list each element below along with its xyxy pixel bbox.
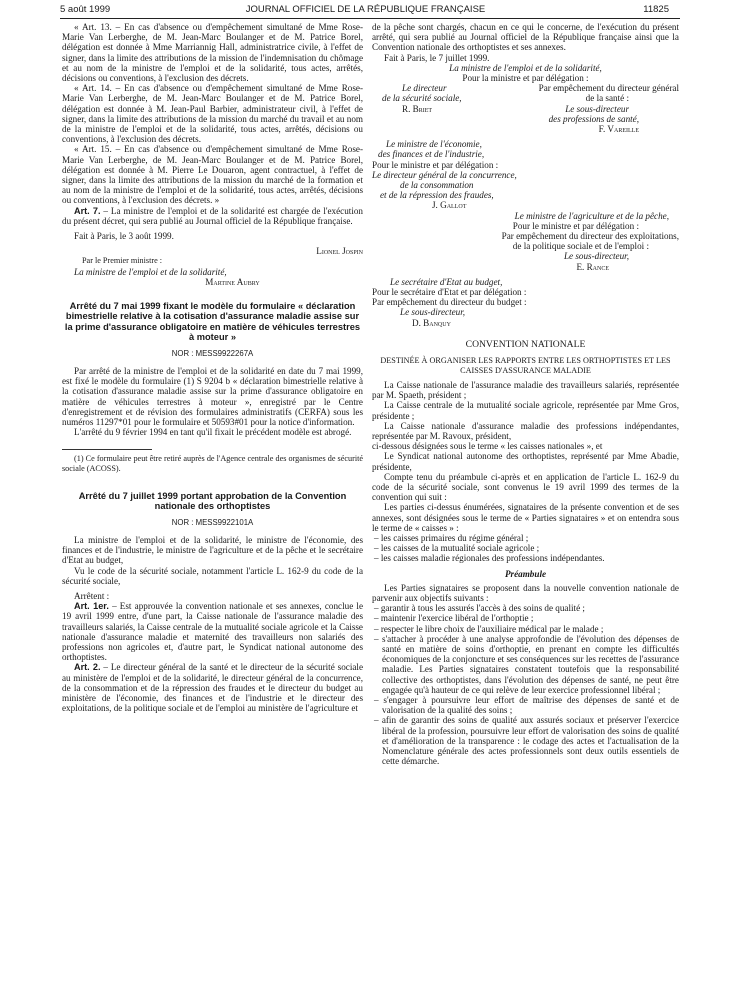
article-13: « Art. 13. – En cas d'absence ou d'empêchement simultané de Mme Rose-Marie Van Lerberghe, de M. Jean-Marc Boulanger et de M. Patrice Borel, délégation est donnée à Mme Marriannig Hall, administratrice civile, à l'effet de signer, dans la limite des attributions de la mission de l'indemnisation du chômage et au nom de la ministre de l'emploi et de la solidarité, tous actes, arrêtés, décisions ou conventions, à l'exclusion des décrets. (62, 22, 363, 84)
list-item: – afin de garantir des soins de qualité aux assurés sociaux et préserver l'exercice libéral de la profession, poursuivre leur effort de valorisation des soins de qualité et d'amélioration de la transparence : le codage des actes et l'actualisation de la Nomenclature générale des actes professionnels sont deux outils essentiels de cette démarche. (374, 715, 679, 767)
sig-de-la-sante: de la santé : (585, 93, 629, 104)
article-7-label: Art. 7. (74, 205, 101, 216)
header-page-number: 11825 (643, 4, 669, 15)
article-7 (62, 206, 363, 226)
article-1-label: Art. 1er. (74, 601, 109, 612)
sig-empechement-budget: Par empêchement du directeur du budget : (372, 297, 527, 308)
sig-vareille: F. Vareille (598, 124, 639, 135)
preambule-heading: Préambule (504, 568, 547, 579)
article-14: « Art. 14. – En cas d'absence ou d'empêchement simultané de Mme Rose-Marie Van Lerberghe, de M. Jean-Marc Boulanger et de M. Patrice Borel, délégation est donnée à M. Jean-Paul Barbier, administrateur civil, à l'effet de signer, dans la limite des attributions de la mission du marché du travail et au nom de la ministre de l'emploi et de la solidarité, tous actes, arrêtés, décisions ou conventions, à l'exclusion des décrets. (62, 83, 363, 145)
sig-par-delegation-budget: Pour le secrétaire d'Etat et par délégation : (372, 287, 527, 298)
fait-a-paris-1: Fait à Paris, le 3 août 1999. (74, 231, 174, 242)
fait-a-paris-2: Fait à Paris, le 7 juillet 1999. (384, 52, 490, 63)
arrete-formulaire-body: Par arrêté de la ministre de l'emploi et de la solidarité en date du 7 mai 1999, est fixé le modèle du formulaire (1) S 9204 b « déclaration bimestrielle relative à la cotisation d'assurance maladie assise sur la prime d'assurance obligatoire en matière de véhicules terrestres à moteur », enregistré par le Centre d'enregistrement et de révision des formulaires administratifs (CERFA) sous les numéros 11297*01 pour le formulaire et 50593#01 pour la notice d'information. (62, 365, 363, 427)
sig-briet: R. Briet (402, 103, 433, 114)
sig-par-delegation-agri: Pour le ministre et par délégation : (512, 220, 639, 231)
signature-par-premier-ministre: Par le Premier ministre : (82, 256, 163, 266)
convention-compte-tenu: Compte tenu du préambule ci-après et en application de l'article L. 162-9 du code de la sécurité sociale, sont convenus le 19 avril 1999 des termes de la convention qui suit : (372, 471, 679, 503)
sig-sous-directeur: Le sous-directeur (565, 103, 629, 114)
sig-professions-sante: des professions de santé, (548, 113, 639, 124)
sig-dgccrf-3: et de la répression des fraudes, (380, 190, 494, 201)
convention-party-canam: La Caisse nationale d'assurance maladie des professions indépendantes, représentée par M. Ravoux, président, (372, 420, 679, 441)
list-item: – respecter le libre choix de l'auxiliaire médical par le malade ; (374, 623, 604, 634)
article-2-text: – Le directeur général de la santé et le directeur de la sécurité sociale au ministère de l'emploi et de la solidarité, le directeur général de la concurrence, de la consommation et de la répression des fraudes et le directeur du budget au ministère de l'économie, des finances et de l'industrie et le directeur des exploitations, de la politique sociale et de l'emploi au ministère de l'agriculture et (62, 662, 363, 714)
arrete-title-convention: Arrêté du 7 juillet 1999 portant approbation de la Convention nationale des orthoptistes (78, 490, 347, 512)
footnote: (1) Ce formulaire peut être retiré auprès de l'Agence centrale des organismes de sécurité sociale (ACOSS). (62, 454, 363, 473)
preambule-intro: Les Parties signataires se proposent dans la nouvelle convention nationale de parvenir aux objectifs suivants : (372, 582, 679, 603)
article-2 (62, 662, 363, 713)
header-date: 5 août 1999 (60, 4, 111, 15)
objectifs-list (372, 603, 679, 766)
sig-ministre-emploi: La ministre de l'emploi et de la solidarité, (449, 62, 602, 73)
arrete-convention-visa-2: Vu le code de la sécurité sociale, notamment l'article L. 162-9 du code de la sécurité sociale, (62, 565, 363, 586)
sig-finances-industrie: des finances et de l'industrie, (378, 149, 485, 160)
sig-securite-sociale: de la sécurité sociale, (382, 93, 462, 104)
convention-parties: Les parties ci-dessus énumérées, signataires de la présente convention et de ses annexes, sont désignées sous le terme de « Parties signataires » et on entendra sous le terme de « caisses » : (372, 502, 679, 533)
header-journal-title: JOURNAL OFFICIEL DE LA RÉPUBLIQUE FRANÇAISE (245, 4, 486, 15)
arrete-formulaire-abrogation: L'arrêté du 9 février 1994 en tant qu'il fixait le précédent modèle est abrogé. (74, 427, 352, 438)
convention-party-syndicat: Le Syndicat national autonome des orthoptistes, représenté par Mme Abadie, présidente, (372, 451, 679, 472)
sig-sous-directeur-budget: Le sous-directeur, (400, 307, 466, 318)
sig-dgccrf-1: Le directeur général de la concurrence, (372, 169, 517, 180)
signature-jospin: Lionel Jospin (316, 246, 363, 257)
convention-party-cnamts: La Caisse nationale de l'assurance maladie des travailleurs salariés, représentée par M. Spaeth, président ; (372, 379, 679, 401)
sig-empechement-dgs: Par empêchement du directeur général (538, 83, 679, 94)
sig-empechement-dir-1: Par empêchement du directeur des exploitations, (501, 231, 679, 242)
convention-title: CONVENTION NATIONALE (465, 338, 586, 350)
arretent: Arrêtent : (74, 590, 110, 601)
sig-empechement-dir-2: de la politique sociale et de l'emploi : (512, 241, 649, 252)
arrete-title-formulaire: Arrêté du 7 mai 1999 fixant le modèle du formulaire « déclaration bimestrielle relative à la cotisation d'assurance maladie assise sur la prime d'assurance obligatoire en matière de véhicules terrestres à moteur » (64, 301, 361, 343)
article-15: « Art. 15. – En cas d'absence ou d'empêchement simultané de Mme Rose-Marie Van Lerberghe, de M. Jean-Marc Boulanger et de M. Patrice Borel, délégation est donnée à M. Pierre Le Douaron, agent contractuel, à l'effet de signer, dans la limite des attributions de la mission du marché de la formation et au nom de la ministre de l'emploi et de la solidarité, tous actes, arrêtés, décisions ou conventions, à l'exclusion des décrets. » (62, 144, 363, 206)
sig-par-delegation-ministre: Pour la ministre et par délégation : (462, 73, 589, 84)
caisses-list (372, 533, 679, 564)
list-item: – les caisses primaires du régime général ; (374, 532, 529, 543)
sig-sous-directeur-agri: Le sous-directeur, (563, 251, 629, 262)
sig-secretaire-budget: Le secrétaire d'Etat au budget, (390, 276, 503, 287)
convention-subtitle: DESTINÉE À ORGANISER LES RAPPORTS ENTRE LES ORTHOPTISTES ET LES CAISSES D'ASSURANCE MALADIE (380, 356, 671, 375)
sig-directeur: Le directeur (402, 83, 447, 94)
sig-row-1 (372, 83, 679, 93)
sig-ministre-economie: Le ministre de l'économie, (386, 139, 482, 150)
convention-designation: ci-dessous désignées sous le terme « les caisses nationales », et (372, 441, 603, 452)
list-item: – les caisses de la mutualité sociale agricole ; (374, 543, 540, 554)
sig-row-2 (372, 93, 679, 103)
convention-party-msa: La Caisse centrale de la mutualité sociale agricole, représentée par Mme Gros, présidente ; (372, 400, 679, 421)
list-item: – maintenir l'exercice libéral de l'orthoptie ; (374, 613, 534, 624)
article-2-label: Art. 2. (74, 662, 101, 673)
page-header (0, 0, 731, 20)
sig-ministre-agriculture: Le ministre de l'agriculture et de la pêche, (514, 210, 669, 221)
article-7-text: – La ministre de l'emploi et de la solidarité est chargée de l'exécution du présent décret, qui sera publié au Journal officiel de la République française. (62, 205, 363, 226)
left-column (62, 22, 363, 713)
article-1-text: – Est approuvée la convention nationale et ses annexes, conclue le 19 avril 1999 entre, d'une part, la Caisse nationale de l'assurance maladie des travailleurs salariés, la Caisse centrale de la mutualité sociale agricole et la Caisse nationale d'assurance maladie et maternité des travailleurs non salariés des professions non agricoles et, d'autre part, le Syndicat national autonome des orthoptistes. (62, 601, 364, 663)
footnote-rule (62, 449, 152, 450)
article-1 (62, 601, 363, 662)
right-column (372, 22, 679, 766)
list-item: – s'engager à poursuivre leur effort de maîtrise des dépenses de santé et de valorisation de la qualité des soins ; (374, 695, 679, 716)
signature-role-ministre: La ministre de l'emploi et de la solidarité, (74, 266, 227, 277)
list-item: – garantir à tous les assurés l'accès à des soins de qualité ; (374, 603, 585, 614)
sig-rance: E. Rance (576, 261, 609, 272)
sig-row-3 (372, 104, 679, 114)
sig-par-delegation-eco: Pour le ministre et par délégation : (372, 159, 499, 170)
article-2-continued: de la pêche sont chargés, chacun en ce qui le concerne, de l'exécution du présent arrêté, qui sera publié au Journal officiel de la République française ainsi que la Convention nationale des orthoptistes et ses annexes. (372, 22, 679, 53)
nor-convention: NOR : MESS9922101A (171, 517, 254, 527)
nor-formulaire: NOR : MESS9922267A (171, 348, 254, 358)
header-rule (60, 18, 680, 19)
sig-banquy: D. Banquy (412, 317, 451, 328)
signature-aubry: Martine Aubry (205, 276, 260, 287)
list-item: – s'attacher à procéder à une analyse approfondie de l'évolution des dépenses de santé en matière de soins d'orthoptie, en prenant en compte les difficultés économiques de la conjoncture et ses conséquences sur les recettes de l'assurance maladie. Les Parties signataires constatent toutefois que la responsabilité collective des orthoptistes, dans l'évolution des dépenses de santé, ne peut être engagée qu'à hauteur de ce qui relève de leur exercice professionnel libéral ; (374, 633, 679, 695)
sig-dgccrf-2: de la consommation (400, 180, 474, 191)
list-item: – les caisses maladie régionales des professions indépendantes. (374, 553, 605, 564)
sig-gallot: J. Gallot (432, 200, 467, 211)
arrete-convention-visa-1: La ministre de l'emploi et de la solidarité, le ministre de l'économie, des finances et de l'industrie, le ministre de l'agriculture et de la pêche et le secrétaire d'Etat au budget, (62, 534, 363, 566)
